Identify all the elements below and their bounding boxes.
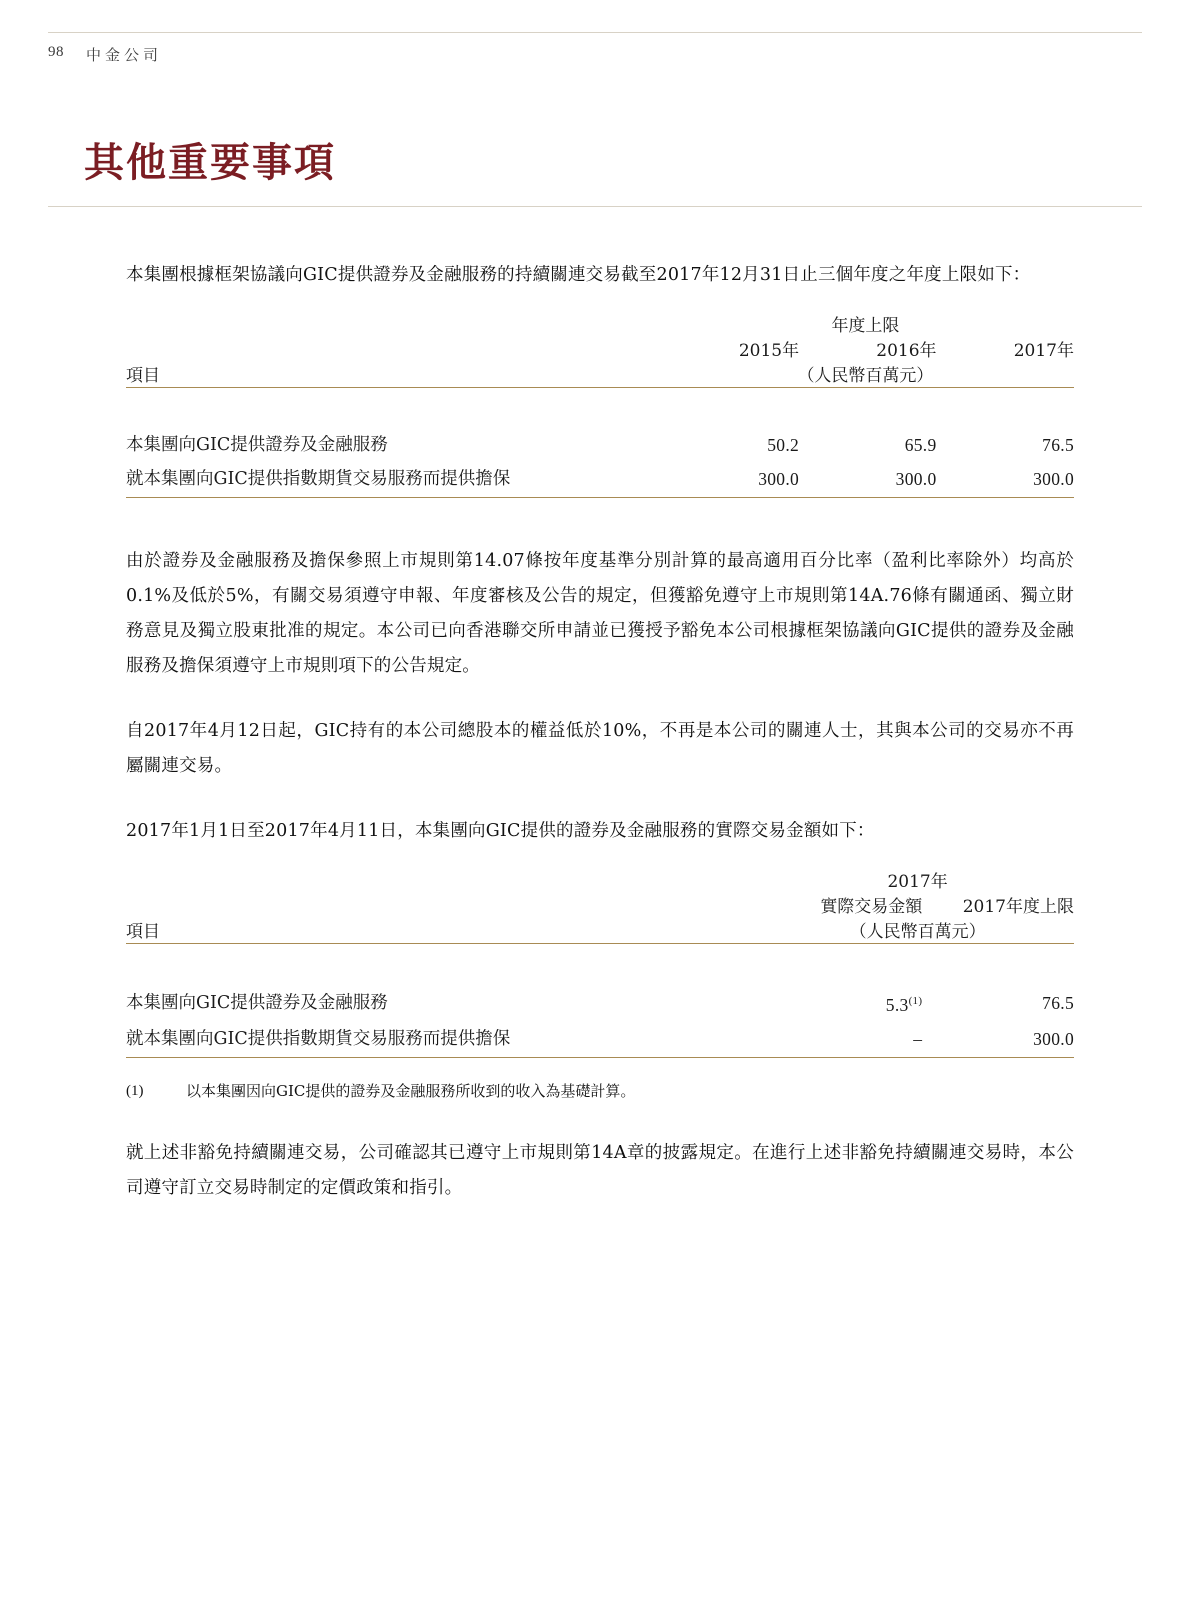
annual-cap-table — [126, 311, 1074, 498]
column-header-item: 項目 — [126, 922, 160, 942]
column-header-2015: 2015年 — [738, 341, 800, 361]
table-row — [126, 984, 1074, 1022]
table-header-unit-row — [126, 361, 1074, 386]
table-row — [126, 1022, 1074, 1056]
column-header-item: 項目 — [126, 366, 160, 386]
table2-header-unit-row — [126, 917, 1074, 942]
table-row — [126, 462, 1074, 496]
footnote-marker: (1) — [126, 1082, 144, 1099]
actual-amount-table — [126, 867, 1074, 1058]
currency-unit-label: （人民幣百萬元） — [797, 366, 934, 386]
header-divider — [48, 32, 1142, 33]
row-value-2017: 76.5 — [1042, 435, 1074, 455]
actual-amount-table-wrapper — [126, 867, 1074, 1058]
table-spacer — [126, 388, 1074, 429]
table2-header-columns-row — [126, 892, 1074, 917]
paragraph-disclosure-compliance: 就上述非豁免持續關連交易，公司確認其已遵守上市規則第14A章的披露規定。在進行上述非豁免持續關連交易時，本公司遵守訂立交易時制定的定價政策和指引。 — [126, 1142, 1074, 1198]
column-header-actual-amount: 實際交易金額 — [820, 897, 923, 917]
row-value-cap: 300.0 — [1033, 1028, 1074, 1049]
table-row — [126, 428, 1074, 462]
page-content — [126, 258, 1074, 1206]
row-value-2017: 300.0 — [1033, 469, 1074, 489]
paragraph-actual-amount-intro: 2017年1月1日至2017年4月11日，本集團向GIC提供的證券及金融服務的實際交易金額如下： — [126, 821, 875, 841]
intro-paragraph: 本集團根據框架協議向GIC提供證券及金融服務的持續關連交易截至2017年12月31日止三個年度之年度上限如下： — [126, 265, 1031, 285]
row-value-actual: – — [913, 1028, 923, 1049]
page-number: 98 — [48, 44, 64, 60]
annual-cap-table-wrapper — [126, 311, 1074, 498]
row-value-2016: 300.0 — [895, 469, 937, 489]
row-value-2015: 50.2 — [767, 435, 800, 455]
table2-spacer — [126, 944, 1074, 985]
annual-cap-group-header: 年度上限 — [831, 316, 900, 336]
row-value-2016: 65.9 — [904, 435, 937, 455]
column-header-2017-cap: 2017年度上限 — [962, 897, 1074, 917]
row-value-actual-number: 5.3 — [885, 994, 909, 1015]
row-value-actual — [761, 984, 922, 1022]
paragraph-connected-person: 自2017年4月12日起，GIC持有的本公司總股本的權益低於10%，不再是本公司的關連人士，其與本公司的交易亦不再屬關連交易。 — [126, 721, 1074, 776]
column-header-2017: 2017年 — [1013, 341, 1074, 361]
footnote-ref: (1) — [908, 995, 923, 1007]
currency-unit-label: （人民幣百萬元） — [849, 922, 986, 942]
table2-header-year-row — [126, 867, 1074, 892]
footnote-text: 以本集團因向GIC提供的證券及金融服務所收到的收入為基礎計算。 — [186, 1081, 636, 1100]
table2-year-header: 2017年 — [887, 872, 948, 892]
column-header-2016: 2016年 — [876, 341, 937, 361]
title-divider — [48, 206, 1142, 207]
footnote — [126, 1076, 1074, 1106]
running-header — [48, 44, 1142, 78]
company-name: 中金公司 — [86, 46, 163, 64]
row-label-services: 本集團向GIC提供證券及金融服務 — [126, 992, 388, 1013]
row-label-guarantee: 就本集團向GIC提供指數期貨交易服務而提供擔保 — [126, 1028, 511, 1049]
row-label-services: 本集團向GIC提供證券及金融服務 — [126, 435, 388, 455]
table-header-year-row — [126, 336, 1074, 361]
table-header-group-row — [126, 311, 1074, 336]
paragraph-waiver: 由於證券及金融服務及擔保參照上市規則第14.07條按年度基準分別計算的最高適用百分比率（盈利比率除外）均高於0.1%及低於5%，有關交易須遵守申報、年度審核及公告的規定，但獲豁免遵守上市規則第14A.76條有關通函、獨立財務意見及獨立股東批准的規定。本公司已向香港聯交所申請並已獲授予豁免本公司根據框架協議向GIC提供的證券及金融服務及擔保須遵守上市規則項下的公告規定。 — [126, 551, 1074, 676]
row-value-2015: 300.0 — [758, 469, 800, 489]
page-title: 其他重要事項 — [84, 139, 336, 186]
row-value-cap: 76.5 — [1042, 992, 1074, 1013]
row-label-guarantee: 就本集團向GIC提供指數期貨交易服務而提供擔保 — [126, 469, 511, 489]
